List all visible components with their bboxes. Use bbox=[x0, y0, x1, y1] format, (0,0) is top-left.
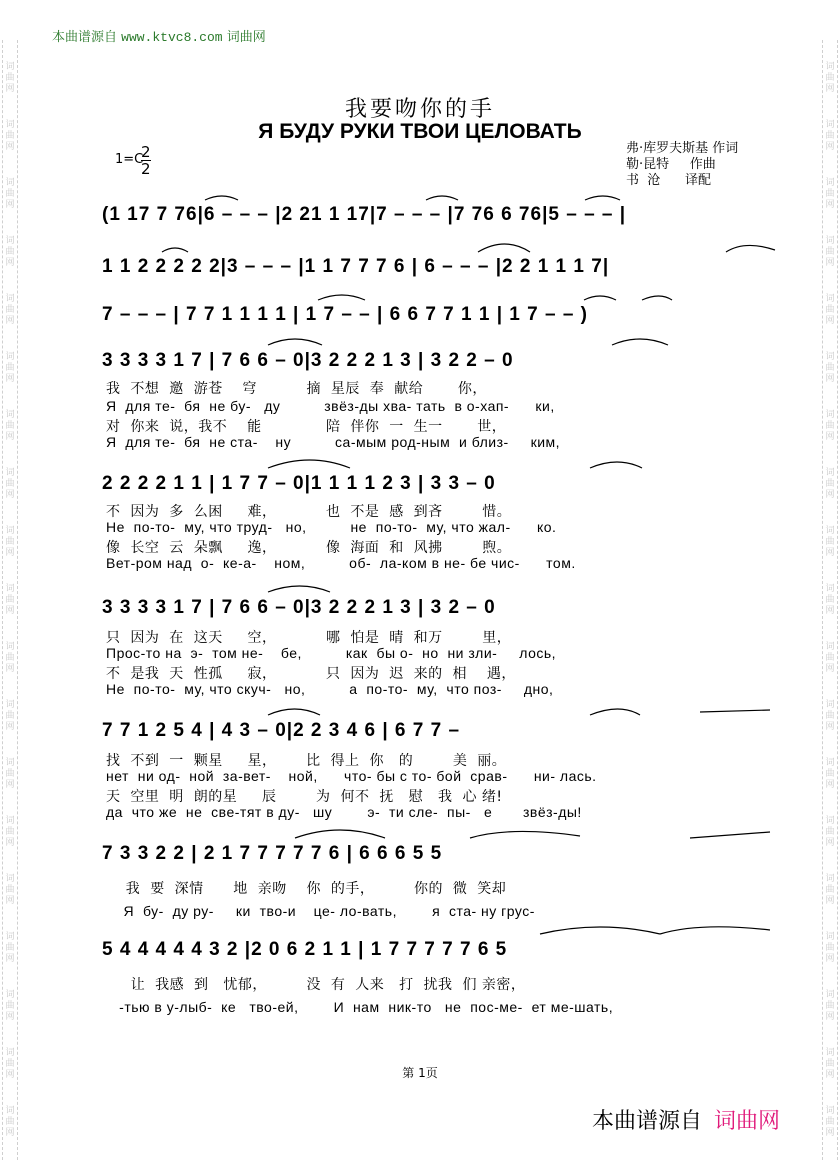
watermark-text: 词 曲 网 bbox=[825, 294, 835, 326]
watermark-text: 词 曲 网 bbox=[825, 352, 835, 384]
lyric-line: да что же не све-тят в ду- шу э- ти сле- пы- е звёз-ды! bbox=[106, 804, 582, 820]
slur bbox=[590, 462, 642, 468]
lyric-line: 不 是我 天 性孤 寂， 只 因为 迟 来的 相 遇， bbox=[106, 666, 516, 682]
slur bbox=[268, 339, 322, 345]
notes-line: 5 4 4 4 4 4 3 2 |2 0 6 2 1 1 | 1 7 7 7 7 7 6 5 bbox=[102, 939, 508, 960]
notes-line: 7 7 1 2 5 4 | 4 3 – 0|2 2 3 4 6 | 6 7 7 – bbox=[102, 720, 461, 741]
watermark-text: 词 曲 网 bbox=[825, 642, 835, 674]
title-chinese: 我要吻你的手 bbox=[344, 97, 495, 122]
footer-source bbox=[592, 1104, 780, 1135]
lyric-line: Прос-то на э- том не- бе, как бы о- но ни зли- лось, bbox=[106, 645, 557, 661]
watermark-text: 词 曲 网 bbox=[825, 816, 835, 848]
lyric-line: Не по-то- му, что труд- но, не по-то- му, что жал- ко. bbox=[106, 519, 557, 535]
lyric-line: 不 因为 多 么困 难， 也 不是 感 到吝 惜。 bbox=[106, 504, 512, 520]
slur bbox=[585, 196, 620, 200]
lyric-line: 像 长空 云 朵飘 逸， 像 海面 和 风拂 煦。 bbox=[106, 540, 512, 556]
slur bbox=[478, 244, 530, 252]
slur bbox=[268, 460, 350, 468]
lyric-line: 让 我感 到 忧郁， 没 有 人来 打 扰我 们 亲密， bbox=[106, 977, 526, 993]
notes-line: (1 17 7 76|6 – – – |2 21 1 17|7 – – – |7 76 6 76|5 – – – | bbox=[102, 204, 627, 225]
slur bbox=[726, 245, 775, 252]
watermark-text: 词 曲 网 bbox=[5, 352, 15, 384]
slur bbox=[660, 927, 770, 934]
watermark-text: 词 曲 网 bbox=[5, 1106, 15, 1138]
lyric-line: 我 要 深情 地 亲吻 你 的手， 你的 微 笑却 bbox=[106, 881, 507, 897]
slur bbox=[318, 295, 365, 300]
watermark-text: 词 曲 网 bbox=[825, 932, 835, 964]
watermark-text: 词 曲 网 bbox=[5, 468, 15, 500]
watermark-text: 词 曲 网 bbox=[825, 700, 835, 732]
credit-composer: 勒·昆特 作曲 bbox=[626, 157, 716, 172]
time-top: 2 bbox=[141, 143, 151, 161]
watermark-text: 词 曲 网 bbox=[5, 120, 15, 152]
source-header-right: 词曲网 bbox=[226, 30, 266, 45]
watermark-text: 词 曲 网 bbox=[5, 294, 15, 326]
watermark-text: 词 曲 网 bbox=[825, 990, 835, 1022]
lyric-line: нет ни од- ной за-вет- ной, что- бы с то- бой срав- ни- лась. bbox=[106, 768, 597, 784]
watermark-text: 词 曲 网 bbox=[5, 874, 15, 906]
watermark-text: 词 曲 网 bbox=[5, 642, 15, 674]
slur bbox=[162, 248, 188, 252]
lyric-line: 天 空里 明 朗的星 辰 为 何不 抚 慰 我 心 绪! bbox=[106, 789, 503, 805]
watermark-text: 词 曲 网 bbox=[825, 120, 835, 152]
lyric-line: Я бу- ду ру- ки тво-и це- ло-вать, я ста- ну грус- bbox=[106, 903, 535, 919]
tie-line bbox=[690, 832, 770, 838]
watermark-text: 词 曲 网 bbox=[825, 236, 835, 268]
lyric-line: Не по-то- му, что скуч- но, а по-то- му, что поз- дно, bbox=[106, 681, 554, 697]
watermark-text: 词 曲 网 bbox=[825, 468, 835, 500]
watermark-text: 词 曲 网 bbox=[5, 584, 15, 616]
watermark-text: 词 曲 网 bbox=[825, 526, 835, 558]
title-russian: Я БУДУ РУКИ ТВОИ ЦЕЛОВАТЬ bbox=[258, 120, 582, 143]
lyric-line: -тью в у-лыб- ке тво-ей, И нам ник-то не пос-ме- ет ме-шать, bbox=[106, 999, 614, 1015]
slur bbox=[205, 196, 238, 200]
watermark-text: 词 曲 网 bbox=[5, 410, 15, 442]
slur bbox=[426, 196, 458, 200]
watermark-text: 词 曲 网 bbox=[5, 526, 15, 558]
source-url[interactable]: www.ktvc8.com bbox=[121, 30, 223, 45]
slur bbox=[590, 709, 640, 715]
watermark-text: 词 曲 网 bbox=[825, 62, 835, 94]
lyric-line: Я для те- бя не бу- ду звёз-ды хва- тать в о-хап- ки, bbox=[106, 398, 555, 414]
slur bbox=[584, 296, 616, 300]
watermark-text: 词 曲 网 bbox=[5, 236, 15, 268]
tie-line bbox=[700, 710, 770, 712]
time-bottom: 2 bbox=[141, 160, 151, 178]
notes-line: 7 3 3 2 2 | 2 1 7 7 7 7 7 6 | 6 6 6 5 5 bbox=[102, 843, 443, 864]
lyric-line: 找 不到 一 颗星 星， 比 得上 你 的 美 丽。 bbox=[106, 753, 507, 769]
credit-lyricist: 弗·库罗夫斯基 作词 bbox=[626, 141, 739, 156]
notes-line: 3 3 3 3 1 7 | 7 6 6 – 0|3 2 2 2 1 3 | 3 2 – 0 bbox=[102, 597, 496, 618]
footer-left: 本曲谱源自 bbox=[591, 1109, 702, 1134]
notes-line: 3 3 3 3 1 7 | 7 6 6 – 0|3 2 2 2 1 3 | 3 2 2 – 0 bbox=[102, 350, 514, 371]
notes-line: 7 – – – | 7 7 1 1 1 1 | 1 7 – – | 6 6 7 7 1 1 | 1 7 – – ) bbox=[102, 304, 589, 325]
footer-right[interactable]: 词曲网 bbox=[713, 1109, 780, 1134]
lyric-line: 对 你来 说，我不 能 陪 伴你 一 生一 世， bbox=[106, 419, 507, 435]
slur bbox=[642, 296, 672, 300]
key-prefix: 1= bbox=[115, 152, 135, 167]
watermark-text: 词 曲 网 bbox=[5, 1048, 15, 1080]
lyric-line: Я для те- бя не ста- ну са-мым род-ным и близ- ким, bbox=[106, 434, 561, 450]
watermark-text: 词 曲 网 bbox=[825, 410, 835, 442]
watermark-text: 词 曲 网 bbox=[5, 700, 15, 732]
slur bbox=[268, 709, 320, 715]
key-note: C bbox=[134, 152, 144, 167]
watermark-text: 词 曲 网 bbox=[825, 178, 835, 210]
slur bbox=[295, 830, 385, 838]
watermark-text: 词 曲 网 bbox=[825, 1048, 835, 1080]
watermark-text: 词 曲 网 bbox=[5, 178, 15, 210]
page-number: 第 1页 bbox=[402, 1066, 438, 1080]
notes-line: 1 1 2 2 2 2 2|3 – – – |1 1 7 7 7 6 | 6 – – – |2 2 1 1 1 7| bbox=[102, 256, 610, 277]
slur bbox=[470, 831, 580, 838]
lyric-line: 只 因为 在 这天 空， 哪 怕是 晴 和万 里， bbox=[106, 630, 512, 646]
watermark-text: 词 曲 网 bbox=[5, 932, 15, 964]
slur bbox=[268, 586, 330, 592]
slur bbox=[540, 927, 660, 934]
watermark-text: 词 曲 网 bbox=[5, 816, 15, 848]
lyric-line: Вет-ром над о- ке-а- ном, об- ла-ком в не- бе чис- том. bbox=[106, 555, 576, 571]
notes-line: 2 2 2 2 1 1 | 1 7 7 – 0|1 1 1 1 2 3 | 3 3 – 0 bbox=[102, 473, 496, 494]
watermark-text: 词 曲 网 bbox=[825, 584, 835, 616]
source-header-left: 本曲谱源自 bbox=[52, 30, 118, 45]
lyric-line: 我 不想 邀 游苍 穹 摘 星辰 奉 献给 你， bbox=[106, 381, 487, 397]
watermark-text: 词 曲 网 bbox=[5, 758, 15, 790]
watermark-text: 词 曲 网 bbox=[5, 990, 15, 1022]
watermark-text: 词 曲 网 bbox=[5, 62, 15, 94]
slur bbox=[612, 339, 668, 345]
watermark-text: 词 曲 网 bbox=[825, 1106, 835, 1138]
watermark-text: 词 曲 网 bbox=[825, 874, 835, 906]
watermark-text: 词 曲 网 bbox=[825, 758, 835, 790]
credit-translator: 书 沧 译配 bbox=[626, 173, 712, 188]
